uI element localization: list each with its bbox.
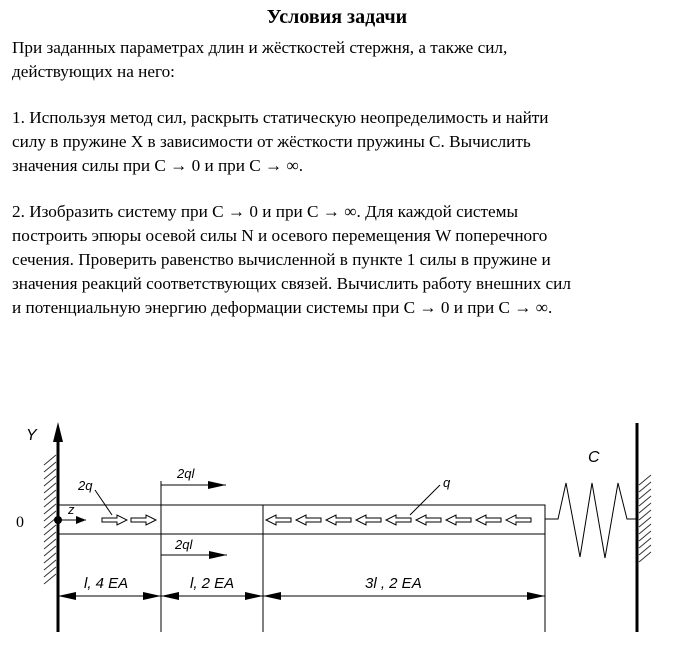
page-title: Условия задачи <box>266 6 408 28</box>
load-arrow-left-icon <box>476 515 501 525</box>
load-2q-leader <box>95 490 112 515</box>
text-line: сечения. Проверить равенство вычисленной в пункте 1 силы в пружине и <box>12 250 551 269</box>
load-arrow-left-icon <box>356 515 381 525</box>
load-arrow-left-icon <box>386 515 411 525</box>
load-arrow-right-icon <box>102 515 127 525</box>
load-arrow-left-icon <box>446 515 471 525</box>
text-line: действующих на него: <box>12 62 175 81</box>
load-arrow-left-icon <box>326 515 351 525</box>
load-arrow-left-icon <box>506 515 531 525</box>
load-q-label: q <box>443 475 451 490</box>
text-line: значения реакций соответствующих связей. Вычислить работу внешних сил <box>12 274 571 293</box>
text-line: 2. Изобразить систему при C → 0 и при C → ∞. Для каждой системы <box>12 202 519 221</box>
seg2-label: l, 2 EA <box>190 575 235 592</box>
z-axis-label: z <box>68 502 75 517</box>
seg3-label: 3l , 2 EA <box>365 575 422 592</box>
force-bottom-label: 2ql <box>175 537 193 552</box>
text-line: построить эпюры осевой силы N и осевого перемещения W поперечного <box>12 226 548 245</box>
text-line: значения силы при C → 0 и при C → ∞. <box>12 156 304 175</box>
seg1-label: l, 4 EA <box>84 575 129 592</box>
load-2q-label: 2q <box>78 478 93 493</box>
right-wall-hatching <box>639 475 651 562</box>
force-top-label: 2ql <box>177 466 195 481</box>
text-line: силу в пружине X в зависимости от жёсткости пружины C. Вычислить <box>12 132 531 151</box>
spring-label: C <box>588 449 600 466</box>
load-arrow-right-icon <box>131 515 156 525</box>
origin-label: 0 <box>16 514 24 531</box>
y-axis-arrow-icon <box>53 422 63 442</box>
text-line: 1. Используя метод сил, раскрыть статическую неопределимость и найти <box>12 108 549 127</box>
spring <box>545 483 637 558</box>
load-q-leader <box>410 485 440 515</box>
text-line: и потенциальную энергию деформации системы при C → 0 и при C → ∞. <box>12 298 553 317</box>
load-arrow-left-icon <box>416 515 441 525</box>
load-arrow-left-icon <box>266 515 291 525</box>
load-arrow-left-icon <box>296 515 321 525</box>
y-axis-label: Y <box>26 427 37 444</box>
text-line: При заданных параметрах длин и жёсткостей стержня, а также сил, <box>12 38 508 57</box>
distributed-load-arrows <box>102 515 531 525</box>
